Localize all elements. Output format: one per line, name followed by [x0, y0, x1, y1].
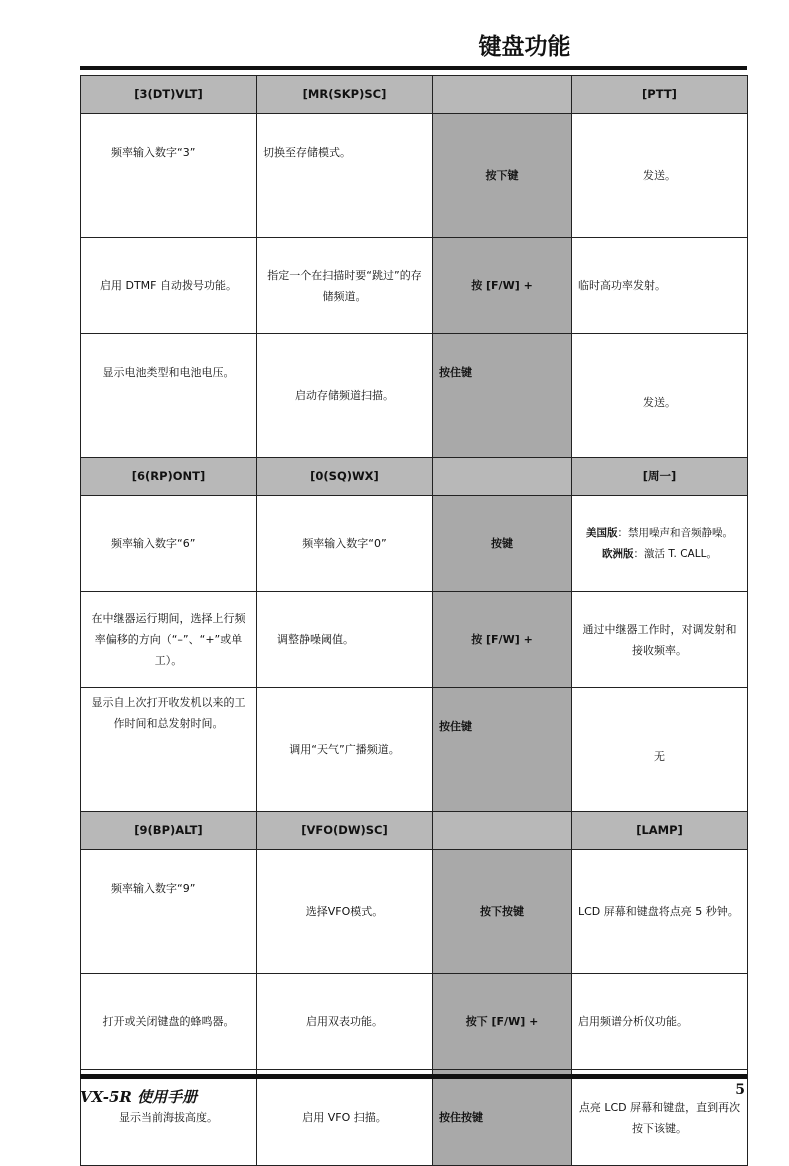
action-cell: 按住键	[433, 334, 572, 458]
table-cell: 在中继器运行期间，选择上行频率偏移的方向（“–”、“+”或单工）。	[81, 592, 257, 688]
action-cell: 按住按键	[433, 1070, 572, 1166]
action-cell: 按 [F/W] +	[433, 592, 572, 688]
table-cell: 启用 DTMF 自动拨号功能。	[81, 238, 257, 334]
table-cell: 启动存储频道扫描。	[257, 334, 433, 458]
eu-version-label: 欧洲版	[602, 547, 634, 560]
table-cell: 切换至存储模式。	[257, 114, 433, 238]
key-header: [LAMP]	[572, 812, 748, 850]
region-notes-cell	[572, 496, 748, 592]
key-header: [3(DT)VLT]	[81, 76, 257, 114]
key-function-table	[80, 75, 748, 1166]
table-cell: 频率输入数字“9”	[81, 850, 257, 974]
table-cell: 打开或关闭键盘的蜂鸣器。	[81, 974, 257, 1070]
table-cell: 点亮 LCD 屏幕和键盘，直到再次按下该键。	[572, 1070, 748, 1166]
key-header: [PTT]	[572, 76, 748, 114]
table-header-row	[81, 812, 748, 850]
table-cell: 启用双表功能。	[257, 974, 433, 1070]
table-cell: 显示电池类型和电池电压。	[81, 334, 257, 458]
table-cell: 指定一个在扫描时要“跳过”的存储频道。	[257, 238, 433, 334]
table-row	[81, 238, 748, 334]
table-row	[81, 1070, 748, 1166]
us-version-label: 美国版	[586, 526, 618, 539]
key-header: [6(RP)ONT]	[81, 458, 257, 496]
key-header	[433, 458, 572, 496]
table-cell: 调用“天气”广播频道。	[257, 688, 433, 812]
table-cell: 通过中继器工作时，对调发射和接收频率。	[572, 592, 748, 688]
table-cell: 显示当前海拔高度。	[81, 1070, 257, 1166]
table-cell: 调整静噪阈值。	[257, 592, 433, 688]
key-header: [周一]	[572, 458, 748, 496]
action-cell: 按键	[433, 496, 572, 592]
table-cell: 发送。	[572, 114, 748, 238]
action-cell: 按下 [F/W] +	[433, 974, 572, 1070]
us-version-text: ：禁用噪声和音频静噪。	[617, 526, 733, 539]
table-cell: 选择VFO模式。	[257, 850, 433, 974]
eu-version-text: ：激活 T. CALL。	[633, 547, 717, 560]
table-row	[81, 496, 748, 592]
page-number: 5	[735, 1082, 745, 1098]
table-cell: 启用 VFO 扫描。	[257, 1070, 433, 1166]
table-cell: 频率输入数字“0”	[257, 496, 433, 592]
table-row	[81, 592, 748, 688]
table-header-row	[81, 76, 748, 114]
table-cell: 频率输入数字“6”	[81, 496, 257, 592]
table-cell: 发送。	[572, 334, 748, 458]
table-header-row	[81, 458, 748, 496]
table-cell: LCD 屏幕和键盘将点亮 5 秒钟。	[572, 850, 748, 974]
table-row	[81, 334, 748, 458]
key-header	[433, 812, 572, 850]
bottom-divider	[80, 1074, 747, 1079]
key-header: [MR(SKP)SC]	[257, 76, 433, 114]
action-cell: 按下键	[433, 114, 572, 238]
key-header: [9(BP)ALT]	[81, 812, 257, 850]
key-header: [VFO(DW)SC]	[257, 812, 433, 850]
table-cell: 临时高功率发射。	[572, 238, 748, 334]
action-cell: 按下按键	[433, 850, 572, 974]
key-header	[433, 76, 572, 114]
action-cell: 按 [F/W] +	[433, 238, 572, 334]
table-cell: 无	[572, 688, 748, 812]
top-divider	[80, 66, 747, 70]
table-cell: 启用频谱分析仪功能。	[572, 974, 748, 1070]
table-cell: 显示自上次打开收发机以来的工作时间和总发射时间。	[81, 688, 257, 812]
table-row	[81, 850, 748, 974]
table-cell: 频率输入数字“3”	[81, 114, 257, 238]
table-row	[81, 688, 748, 812]
manual-name: VX-5R 使用手册	[80, 1088, 198, 1106]
page-title: 键盘功能	[478, 34, 571, 60]
table-row	[81, 974, 748, 1070]
table-row	[81, 114, 748, 238]
action-cell: 按住键	[433, 688, 572, 812]
key-header: [0(SQ)WX]	[257, 458, 433, 496]
